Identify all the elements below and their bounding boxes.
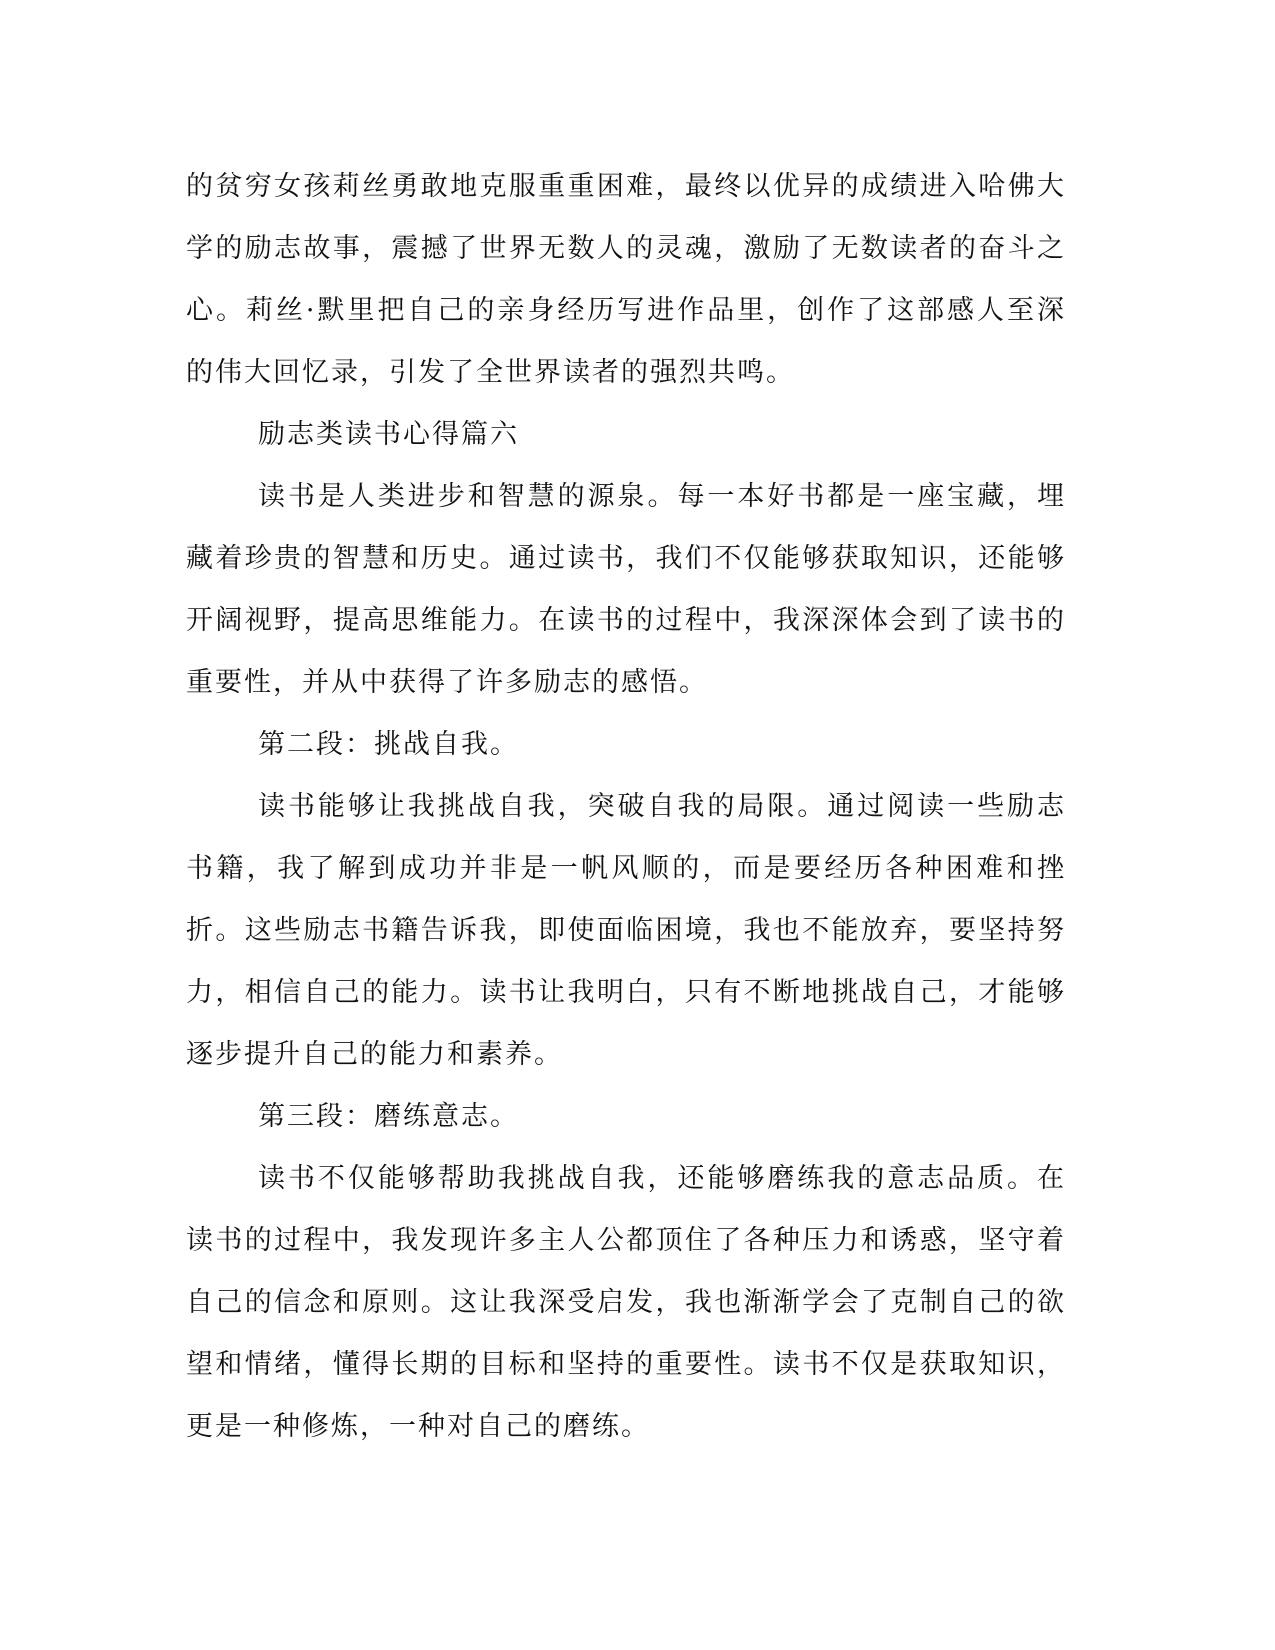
paragraph-continuation: 的贫穷女孩莉丝勇敢地克服重重困难，最终以优异的成绩进入哈佛大学的励志故事，震撼了世界无数人的灵魂，激励了无数读者的奋斗之心。莉丝·默里把自己的亲身经历写进作品里，创作了这部感人至深的伟大回忆录，引发了全世界读者的强烈共鸣。 (186, 171, 1066, 388)
section-heading-2: 第二段：挑战自我。 (258, 729, 519, 760)
document-body (186, 156, 1066, 1458)
section-title: 励志类读书心得篇六 (258, 419, 519, 450)
section-heading-3: 第三段：磨练意志。 (258, 1101, 519, 1132)
paragraph-challenge: 读书能够让我挑战自我，突破自我的局限。通过阅读一些励志书籍，我了解到成功并非是一帆风顺的，而是要经历各种困难和挫折。这些励志书籍告诉我，即使面临困境，我也不能放弃，要坚持努力，相信自己的能力。读书让我明白，只有不断地挑战自己，才能够逐步提升自己的能力和素养。 (186, 791, 1066, 1070)
paragraph-intro: 读书是人类进步和智慧的源泉。每一本好书都是一座宝藏，埋藏着珍贵的智慧和历史。通过读书，我们不仅能够获取知识，还能够开阔视野，提高思维能力。在读书的过程中，我深深体会到了读书的重要性，并从中获得了许多励志的感悟。 (186, 481, 1066, 698)
paragraph-willpower: 读书不仅能够帮助我挑战自我，还能够磨练我的意志品质。在读书的过程中，我发现许多主人公都顶住了各种压力和诱惑，坚守着自己的信念和原则。这让我深受启发，我也渐渐学会了克制自己的欲望和情绪，懂得长期的目标和坚持的重要性。读书不仅是获取知识，更是一种修炼，一种对自己的磨练。 (186, 1163, 1066, 1442)
